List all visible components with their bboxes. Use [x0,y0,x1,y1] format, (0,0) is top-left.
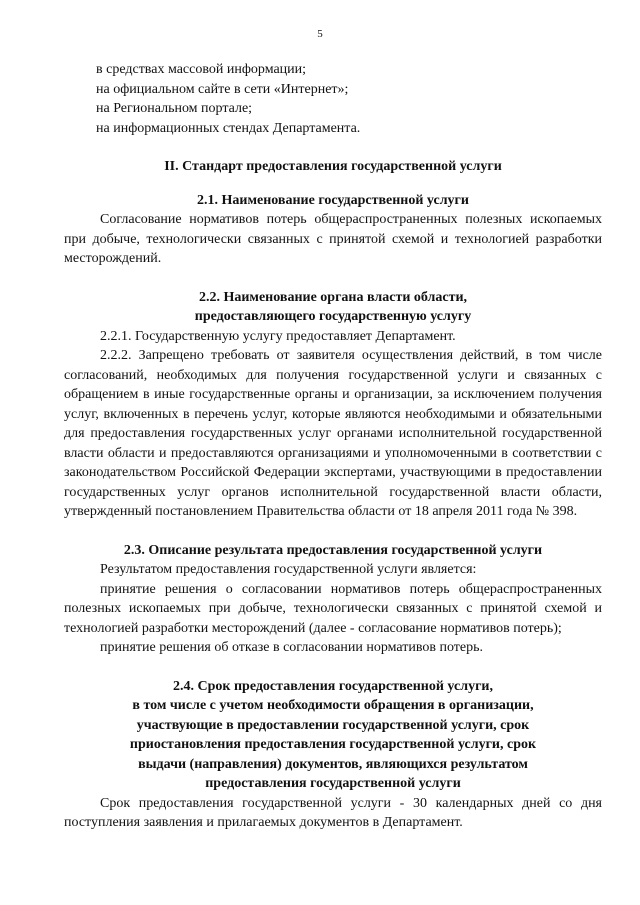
section-2-1-paragraph: Согласование нормативов потерь общераспространенных полезных ископаемых при добыче, технологически связанных с принятой схемой и технологией разработки месторождений. [64,212,602,266]
intro-list-item: в средствах массовой информации; [96,62,307,77]
intro-list-item: на информационных стендах Департамента. [96,120,361,136]
section-2-4-paragraph: Срок предоставления государственной услуги - 30 календарных дней со дня поступления заявления и прилагаемых документов в Департамент. [64,795,602,830]
section-2-1-title: 2.1. Наименование государственной услуги [197,192,469,208]
section-2-3-paragraph: Результатом предоставления государственной услуги является: [100,562,477,577]
page-number: 5 [317,28,323,40]
section-2-2-paragraph: 2.2.2. Запрещено требовать от заявителя осуществления действий, в том числе согласований, необходимых для получения государственной услуги и связанных с обращением в иные государственные органы и организации, за исключением получения услуг, включенных в перечень услуг, которые являются необходимыми и обязательными для предоставления государственных услуг органами исполнительной государственной власти области и предоставляются организациями и уполномоченными в соответствии с законодательством Российской Федерации экспертами, участвующими в предоставлении государственных услуг органов исполнительной государственной власти области, утвержденный постановлением Правительства области от 18 апреля 2011 года № 398. [64,348,602,519]
section-2-4-title-line: 2.4. Срок предоставления государственной услуги, [173,678,493,694]
document-content [64,60,602,833]
section-2-4-title-line: в том числе с учетом необходимости обращения в организации, [132,698,534,713]
intro-list [64,60,602,138]
intro-list-item: на Региональном портале; [96,101,253,116]
section-2-3-paragraph: принятие решения об отказе в согласовании нормативов потерь. [100,640,484,655]
section-2-3-title: 2.3. Описание результата предоставления государственной услуги [123,542,543,558]
section-2-2-paragraph: 2.2.1. Государственную услугу предоставляет Департамент. [100,328,456,344]
section-2-4-title-line: предоставления государственной услуги [205,776,461,791]
section-2-4-title-line: выдачи (направления) документов, являющихся результатом [138,756,528,772]
section-2-4-title-line: приостановления предоставления государственной услуги, срок [129,737,537,752]
section-2-2-title [64,288,602,327]
section-2-title: II. Стандарт предоставления государственной услуги [164,159,502,174]
section-2-4-title [64,677,602,794]
section-2-2-title-line: предоставляющего государственную услугу [194,309,472,324]
intro-list-item: на официальном сайте в сети «Интернет»; [96,81,349,97]
section-2-3-paragraph: принятие решения о согласовании нормативов потерь общераспространенных полезных ископаемых при добыче, технологически связанных с принятой схемой и технологией разработки месторождений (далее - согласование нормативов потерь); [64,581,602,636]
section-2-2-title-line: 2.2. Наименование органа власти области, [198,289,468,305]
section-2-4-title-line: участвующие в предоставлении государственной услуги, срок [136,717,530,733]
